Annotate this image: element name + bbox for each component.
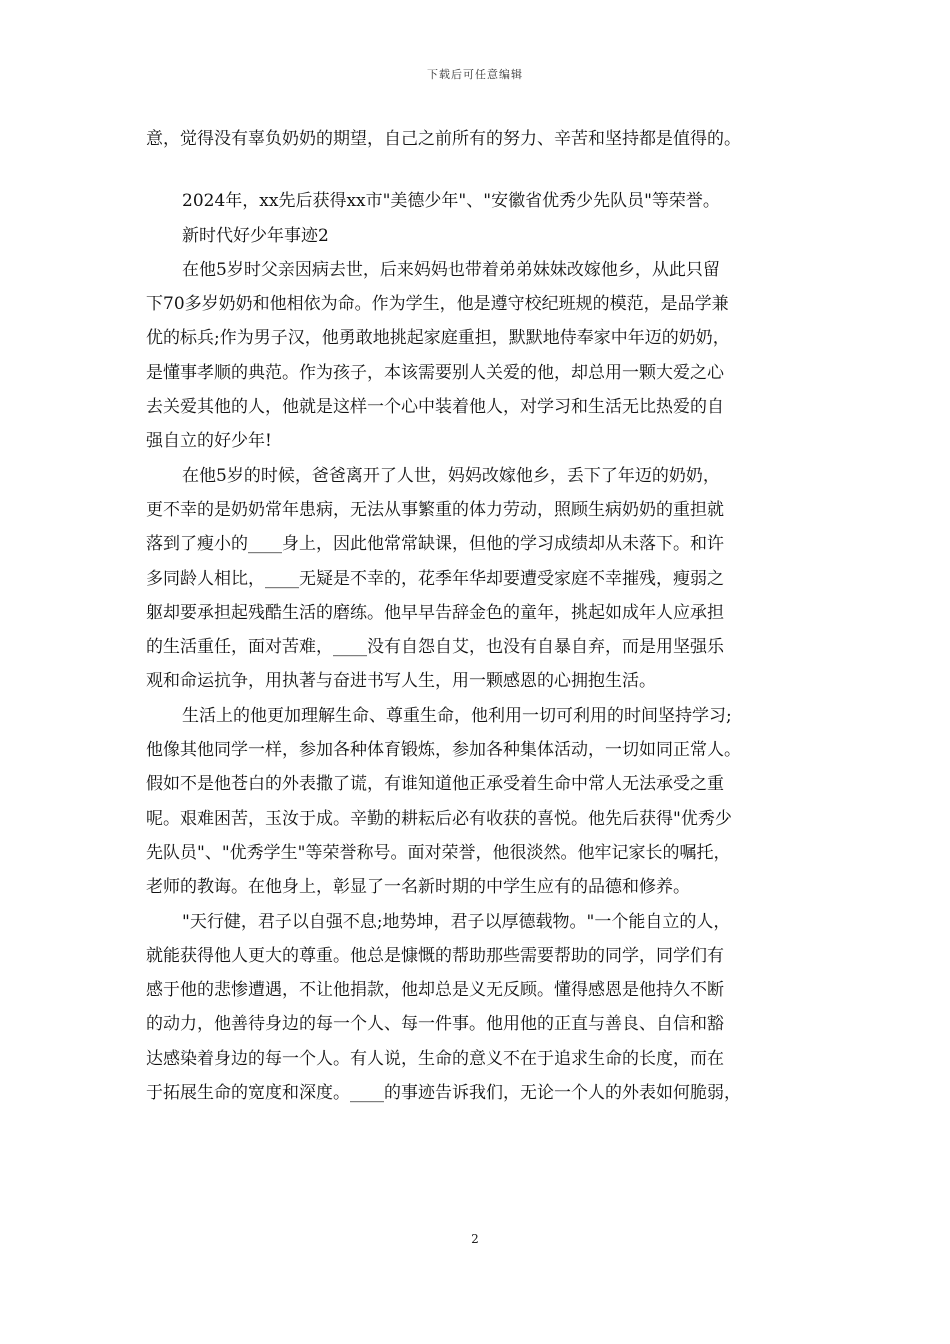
text-line: 强自立的好少年! (146, 431, 272, 452)
document-body (146, 122, 818, 1110)
text-line: "天行健，君子以自强不息;地势坤，君子以厚德载物。"一个能自立的人， (182, 911, 731, 932)
text-line: 优的标兵;作为男子汉，他勇敢地挑起家庭重担，默默地侍奉家中年迈的奶奶， (146, 328, 730, 349)
text-line: 他像其他同学一样，参加各种体育锻炼，参加各种集体活动，一切如同正常人。 (146, 740, 741, 761)
section-title: 新时代好少年事迹2 (182, 225, 329, 246)
text-line: 感于他的悲惨遭遇，不让他捐款，他却总是义无反顾。懂得感恩是他持久不断 (146, 980, 724, 1001)
text-line: 落到了瘦小的____身上，因此他常常缺课，但他的学习成绩却从未落下。和许 (146, 534, 724, 555)
text-line: 躯却要承担起残酷生活的磨练。他早早告辞金色的童年，挑起如成年人应承担 (146, 602, 724, 623)
text-line: 在他5岁时父亲因病去世，后来妈妈也带着弟弟妹妹改嫁他乡，从此只留 (182, 259, 720, 280)
text-line: 达感染着身边的每一个人。有人说，生命的意义不在于追求生命的长度，而在 (146, 1048, 724, 1069)
text-line: 意，觉得没有辜负奶奶的期望，自己之前所有的努力、辛苦和坚持都是值得的。 (146, 129, 741, 149)
text-line: 生活上的他更加理解生命、尊重生命，他利用一切可利用的时间坚持学习; (182, 705, 732, 726)
text-line: 假如不是他苍白的外表撒了谎，有谁知道他正承受着生命中常人无法承受之重 (146, 774, 724, 795)
text-line: 老师的教诲。在他身上，彰显了一名新时期的中学生应有的品德和修养。 (146, 877, 690, 898)
text-line: 先队员"、"优秀学生"等荣誉称号。面对荣誉，他很淡然。他牢记家长的嘱托， (146, 842, 731, 863)
text-line: 观和命运抗争，用执著与奋进书写人生，用一颗感恩的心拥抱生活。 (146, 671, 656, 692)
text-line: 呢。艰难困苦，玉汝于成。辛勤的耕耘后必有收获的喜悦。他先后获得"优秀少 (146, 808, 732, 829)
text-line: 的生活重任，面对苦难，____没有自怨自艾，也没有自暴自弃，而是用坚强乐 (146, 637, 724, 658)
text-line: 在他5岁的时候，爸爸离开了人世，妈妈改嫁他乡，丢下了年迈的奶奶， (182, 465, 720, 486)
text-line: 去关爱其他的人，他就是这样一个心中装着他人，对学习和生活无比热爱的自 (146, 397, 724, 418)
text-line: 于拓展生命的宽度和深度。____的事迹告诉我们，无论一个人的外表如何脆弱， (146, 1083, 741, 1104)
text-line: 的动力，他善待身边的每一个人、每一件事。他用他的正直与善良、自信和豁 (146, 1014, 724, 1035)
paragraph-gap (146, 156, 818, 184)
text-line: 多同龄人相比，____无疑是不幸的，花季年华却要遭受家庭不幸摧残，瘦弱之 (146, 568, 724, 589)
text-line: 更不幸的是奶奶常年患病，无法从事繁重的体力劳动，照顾生病奶奶的重担就 (146, 499, 724, 520)
text-line: 就能获得他人更大的尊重。他总是慷慨的帮助那些需要帮助的同学，同学们有 (146, 945, 724, 966)
text-line: 2024年，xx先后获得xx市"美德少年"、"安徽省优秀少先队员"等荣誉。 (182, 191, 720, 212)
text-line: 下70多岁奶奶和他相依为命。作为学生，他是遵守校纪班规的模范，是品学兼 (146, 294, 729, 315)
page-header: 下载后可任意编辑 (427, 68, 523, 81)
text-line: 是懂事孝顺的典范。作为孩子，本该需要别人关爱的他，却总用一颗大爱之心 (146, 362, 724, 383)
page-number: 2 (471, 1232, 479, 1246)
